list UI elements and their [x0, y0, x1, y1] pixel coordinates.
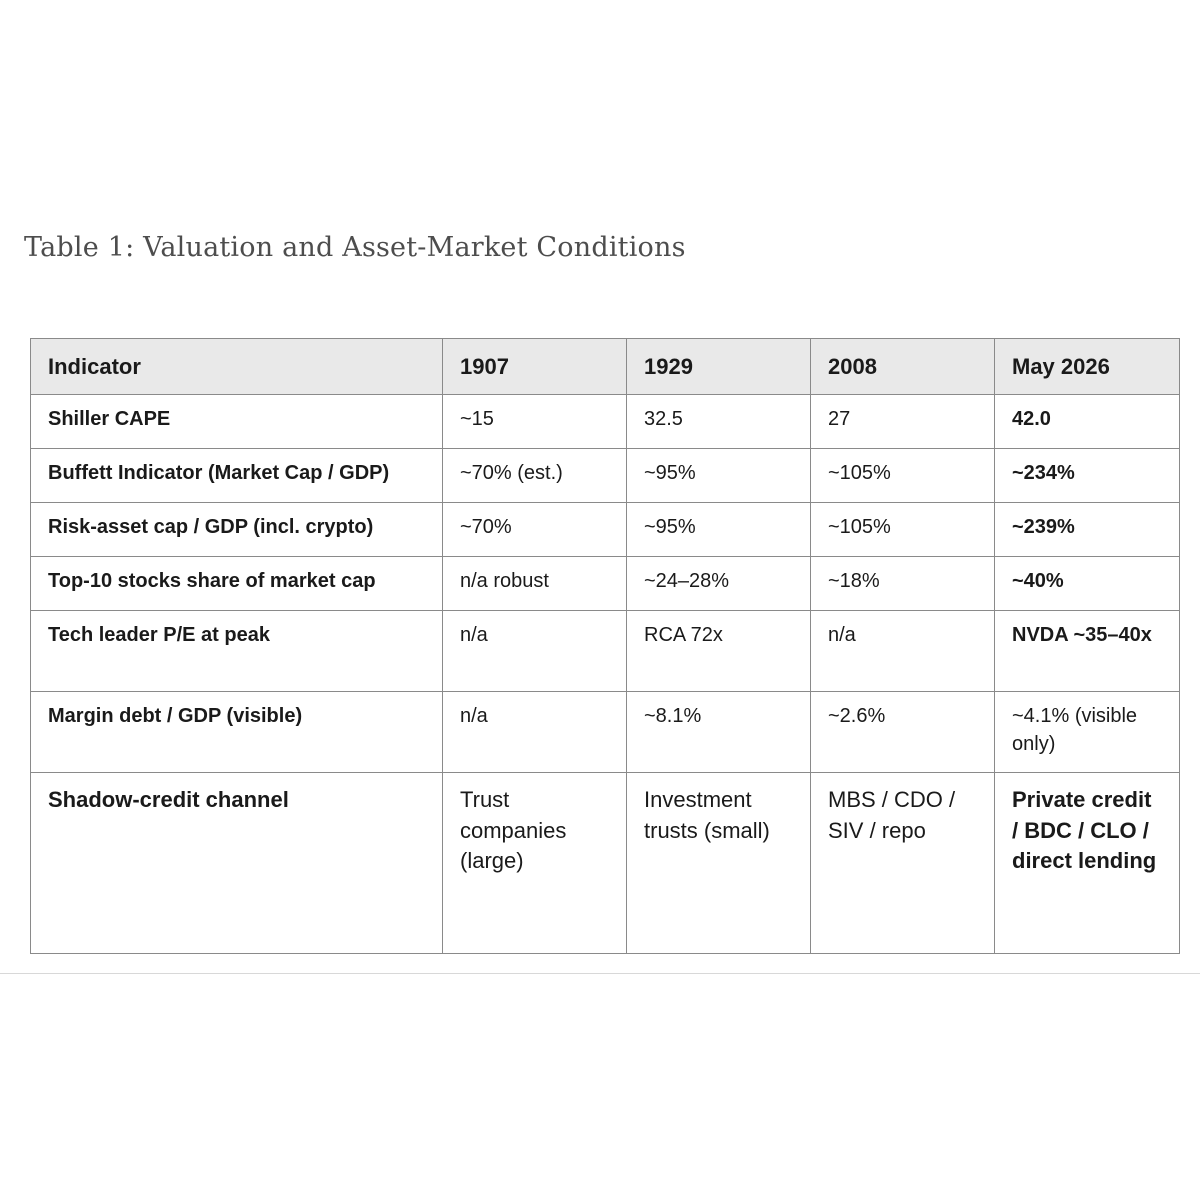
row-indicator: Buffett Indicator (Market Cap / GDP): [31, 449, 443, 503]
row-indicator: Margin debt / GDP (visible): [31, 692, 443, 773]
table-row: [31, 503, 1180, 557]
cell-1907: Trust companies (large): [443, 773, 627, 954]
cell-1907: n/a: [443, 692, 627, 773]
cell-2008: ~105%: [811, 449, 995, 503]
table-row: [31, 611, 1180, 692]
cell-may-2026: ~4.1% (visible only): [995, 692, 1180, 773]
row-indicator: Tech leader P/E at peak: [31, 611, 443, 692]
row-indicator: Risk-asset cap / GDP (incl. crypto): [31, 503, 443, 557]
divider: [0, 973, 1200, 974]
cell-1907: ~70% (est.): [443, 449, 627, 503]
header-1907: 1907: [443, 339, 627, 395]
cell-1929: RCA 72x: [627, 611, 811, 692]
valuation-table: [30, 338, 1180, 954]
cell-may-2026: ~239%: [995, 503, 1180, 557]
cell-2008: ~2.6%: [811, 692, 995, 773]
header-row: [31, 339, 1180, 395]
cell-1907: ~15: [443, 395, 627, 449]
cell-2008: ~18%: [811, 557, 995, 611]
cell-may-2026: ~40%: [995, 557, 1180, 611]
cell-1929: ~24–28%: [627, 557, 811, 611]
table-row: [31, 773, 1180, 954]
cell-1929: 32.5: [627, 395, 811, 449]
table-row: [31, 395, 1180, 449]
cell-1929: ~8.1%: [627, 692, 811, 773]
cell-1929: ~95%: [627, 449, 811, 503]
table-row: [31, 557, 1180, 611]
table-title: Table 1: Valuation and Asset-Market Conditions: [24, 232, 686, 263]
header-2008: 2008: [811, 339, 995, 395]
cell-2008: ~105%: [811, 503, 995, 557]
cell-1907: n/a robust: [443, 557, 627, 611]
row-indicator: Shiller CAPE: [31, 395, 443, 449]
cell-1907: ~70%: [443, 503, 627, 557]
cell-1907: n/a: [443, 611, 627, 692]
cell-may-2026: 42.0: [995, 395, 1180, 449]
table-row: [31, 449, 1180, 503]
table-row: [31, 692, 1180, 773]
cell-2008: n/a: [811, 611, 995, 692]
header-indicator: Indicator: [31, 339, 443, 395]
header-may-2026: May 2026: [995, 339, 1180, 395]
cell-may-2026: ~234%: [995, 449, 1180, 503]
cell-1929: Investment trusts (small): [627, 773, 811, 954]
header-1929: 1929: [627, 339, 811, 395]
cell-2008: 27: [811, 395, 995, 449]
cell-may-2026: Private credit / BDC / CLO / direct lending: [995, 773, 1180, 954]
row-indicator: Top-10 stocks share of market cap: [31, 557, 443, 611]
cell-2008: MBS / CDO / SIV / repo: [811, 773, 995, 954]
cell-may-2026: NVDA ~35–40x: [995, 611, 1180, 692]
row-indicator: Shadow-credit channel: [31, 773, 443, 954]
cell-1929: ~95%: [627, 503, 811, 557]
